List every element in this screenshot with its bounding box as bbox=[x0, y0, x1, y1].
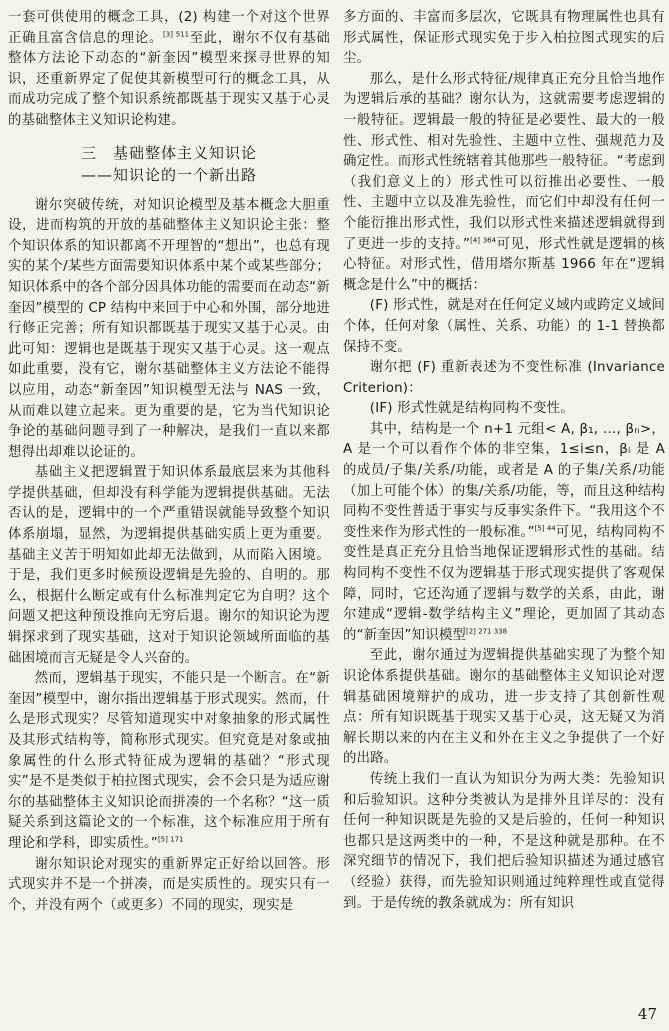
paragraph-text: 那么，是什么形式特征/规律真正充分且恰当地作为逻辑后承的基础？谢尔认为，这就需要考虑逻辑的一般特征。逻辑最一般的特征是必要性、最大的一般性、形式性、相对先验性、主题中立性、强规范力及确定性。而形式性统辖着其他那些一般特征。“考虑到（我们意义上的）形式性可以衍推出必要性、一般性、主题中立以及准先验性，而它们中却没有任何一个能衍推出形式性，我们以形式性来描述逻辑就得到了更进一步的支持。” bbox=[343, 71, 665, 252]
paragraph: 谢尔把 (F) 重新表述为不变性标准 (Invariance Criterion)： bbox=[343, 360, 665, 396]
paragraph-text: 至此，谢尔不仅有基础整体方法论下动态的“新奎因”模型来探寻世界的知识，还重新界定了促使其新模型可行的概念工具，从而成功完成了整个知识系统都既基于现实又基于心灵的基础整体主义知识论构建。 bbox=[8, 30, 331, 128]
paragraph: 至此，谢尔通过为逻辑提供基础实现了为整个知识论体系提供基础。谢尔的基础整体主义知识论对逻辑基础困境辩护的成功，进一步支持了其创新性观点：所有知识既基于现实又基于心灵，这无疑又为消解长期以来的内在主义和外在主义之争提供了一个好的出路。 bbox=[343, 648, 665, 767]
paragraph-text: 然而，逻辑基于现实，不能只是一个断言。在“新奎因”模型中，谢尔指出逻辑基于形式现实。然而，什么是形式现实？尽管知道现实中对象抽象的形式属性及其形式结构等，简称形式现实。但究竟是对象或抽象属性的什么形式特征成为逻辑的基础？“形式现实”是不是类似于柏拉图式现实，会不会只是为适应谢尔的基础整体主义知识论而拼凑的一个名称？“这一质疑关系到这篇论文的一个标准，这个标准应用于所有理论和学科，即实质性。” bbox=[8, 671, 330, 851]
paragraph: 传统上我们一直认为知识分为两大类：先验知识和后验知识。这种分类被认为是排外且详尽的：没有任何一种知识既是先验的又是后验的，任何一种知识也都只是这两类中的一种，不是这种就是那种。在不深究细节的情况下，我们把后验知识描述为通过感官（经验）获得，而先验知识则通过纯粹理性或直觉得到。于是传统的教条就成为：所有知识 bbox=[343, 771, 665, 911]
paragraph bbox=[343, 70, 665, 297]
right-column bbox=[343, 8, 665, 914]
paragraph-text: 可见，结构同构不变性是真正充分且恰当地保证逻辑形式性的基础。结构同构不变性不仅为逻辑基于形式现实提供了客观保障，同时，它还沟通了逻辑与数学的关系，由此，谢尔建成“逻辑-数学结构主义”理论，更加固了其动态的“新奎因”知识模型 bbox=[343, 524, 665, 643]
paragraph bbox=[8, 669, 330, 854]
paragraph: 基础主义把逻辑置于知识体系最底层来为其他科学提供基础，但却没有科学能为逻辑提供基础。无法否认的是，逻辑中的一个严重错误就能导致整个知识体系崩塌，显然，为逻辑提供基础实质上更为重要。基础主义苦于明知如此却无法做到，从而陷入困境。于是，我们更多时候预设逻辑是先验的、自明的。那么，根据什么断定或有什么标准判定它为自明？这个问题又把这种预设推向无穷后退。谢尔的知识论为逻辑探求到了现实基础，这对于知识论领域所面临的基础困境而言无疑是令人兴奋的。 bbox=[8, 465, 330, 666]
paragraph: 多方面的、丰富而多层次，它既具有物理属性也具有形式属性，保证形式现实免于步入柏拉图式现实的后尘。 bbox=[343, 10, 665, 67]
page-number: 47 bbox=[637, 1005, 657, 1023]
section-subtitle: ——知识论的一个新出路 bbox=[80, 165, 257, 184]
citation: [5] 44 bbox=[534, 524, 556, 533]
citation: [3] 511 bbox=[163, 30, 190, 39]
section-title: 三 基础整体主义知识论 bbox=[80, 143, 257, 162]
paragraph-text: 可见，形式性就是逻辑的核心特征。对形式性，借用塔尔斯基 1966 年在“逻辑概念是什么”中的概括： bbox=[343, 236, 665, 293]
citation: [4] 364 bbox=[470, 236, 497, 245]
section-heading bbox=[8, 142, 330, 186]
paragraph bbox=[8, 8, 330, 132]
left-column bbox=[8, 8, 330, 916]
paragraph-text: 其中，结构是一个 n+1 元组< A, β₁, …, βₙ>，A 是一个可以看作个体的非空集，1≤i≤n，βᵢ 是 A 的成员/子集/关系/功能，或者是 A 的子集/关系/功能（加上可能个体）的集/关系/功能，等，而且这种结构同构不变性普适于事实与反事实条件下。“我用这个不变性来作为形式性的一般标准。” bbox=[343, 421, 666, 540]
paragraph bbox=[343, 420, 665, 647]
citation: [2] 271 338 bbox=[466, 627, 508, 636]
paragraph-text: 一套可供使用的概念工具，(2) 构建一个对这个世界正确且富含信息的理论。 bbox=[8, 10, 330, 46]
paragraph: (F) 形式性，就是对在任何定义域内或跨定义域间个体，任何对象（属性、关系、功能）的 1-1 替换都保持不变。 bbox=[343, 298, 665, 355]
citation: [5] 171 bbox=[157, 835, 184, 844]
paragraph: 谢尔知识论对现实的重新界定正好给以回答。形式现实并不是一个拼凑，而是实质性的。现实只有一个，并没有两个（或更多）不同的现实，现实是 bbox=[8, 856, 330, 913]
paragraph: 谢尔突破传统，对知识论模型及基本概念大胆重设，进而构筑的开放的基础整体主义知识论主张：整个知识体系的知识都离不开理智的“想出”，也总有现实的某个/某些方面需要知识体系中某个或某些部分；知识体系中的各个部分因具体功能的需要而在动态“新奎因”模型的 CP 结构中来回于中心和外围，部分地进行修正完善；所有知识都既基于现实又基于心灵。由此可知：逻辑也是既基于现实又基于心灵。这一观点如此重要，没有它，谢尔基础整体主义方法论不能得以应用，动态“新奎因”知识模型无法与 NAS 一致，从而难以建立起来。更为重要的是，它为当代知识论争论的基础问题寻到了一种解决，是我们一直以来都想得出却难以论证的。 bbox=[8, 197, 330, 460]
paragraph: (IF) 形式性就是结构同构不变性。 bbox=[369, 401, 574, 417]
